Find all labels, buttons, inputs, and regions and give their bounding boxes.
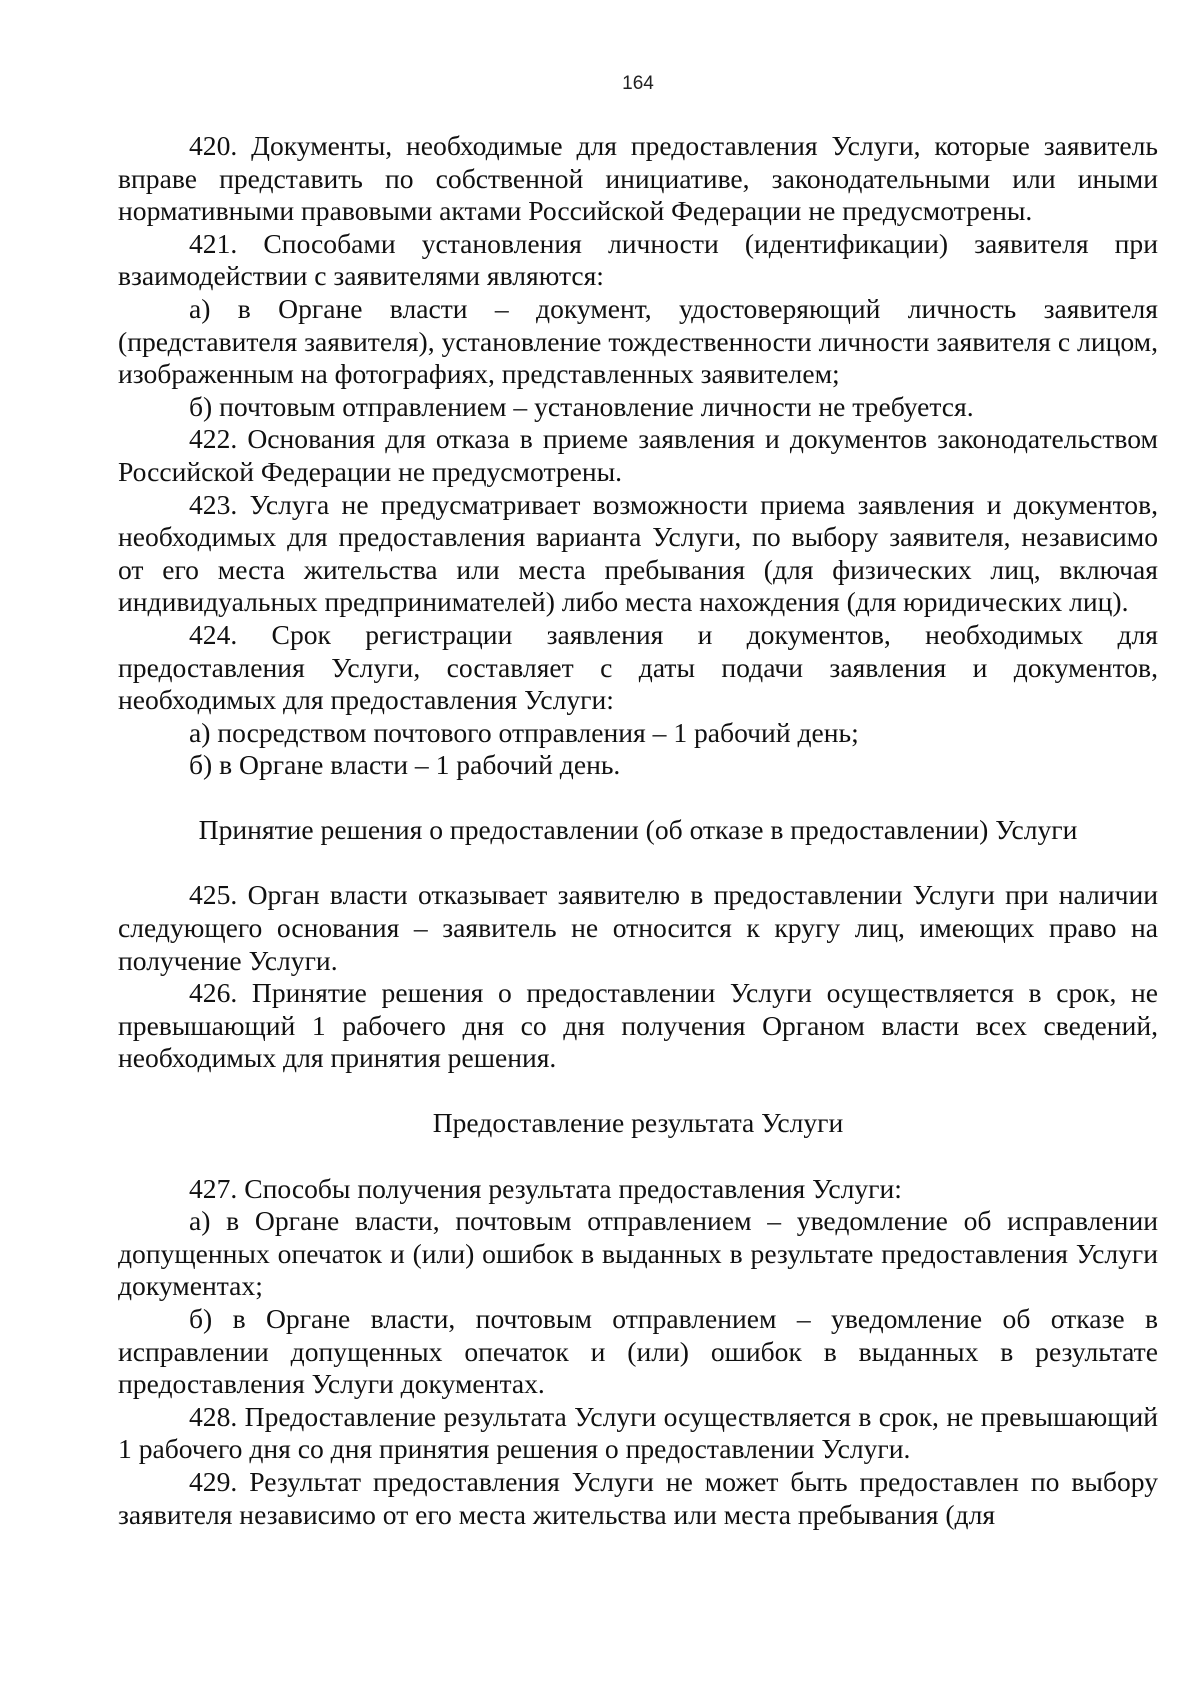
paragraph-421-b: б) почтовым отправлением – установление личности не требуется. [189, 390, 974, 422]
paragraph-423: 423. Услуга не предусматривает возможности приема заявления и документов, необходимых для предоставления варианта Услуги, по выбору заявителя, независимо от его места жительства или места пребывания (для физических лиц, включая индивидуальных предпринимателей) либо места нахождения (для юридических лиц). [118, 488, 1158, 618]
paragraph-424-b: б) в Органе власти – 1 рабочий день. [189, 749, 621, 781]
section-heading-result: Предоставление результата Услуги [432, 1107, 844, 1139]
paragraph-424: 424. Срок регистрации заявления и документов, необходимых для предоставления Услуги, составляет с даты подачи заявления и документов, необходимых для предоставления Услуги: [118, 618, 1158, 716]
paragraph-421-a: а) в Органе власти – документ, удостоверяющий личность заявителя (представителя заявителя), установление тождественности личности заявителя с лицом, изображенным на фотографиях, представленных заявителем; [118, 292, 1158, 390]
paragraph-427: 427. Способы получения результата предоставления Услуги: [189, 1172, 902, 1204]
paragraph-429: 429. Результат предоставления Услуги не может быть предоставлен по выбору заявителя независимо от его места жительства или места пребывания (для [118, 1465, 1158, 1530]
document-page [118, 0, 1158, 1697]
document-body [118, 130, 1158, 1531]
paragraph-425: 425. Орган власти отказывает заявителю в предоставлении Услуги при наличии следующего основания – заявитель не относится к кругу лиц, имеющих право на получение Услуги. [118, 879, 1158, 976]
paragraph-420: 420. Документы, необходимые для предоставления Услуги, которые заявитель вправе представить по собственной инициативе, законодательными или иными нормативными правовыми актами Российской Федерации не предусмотрены. [118, 130, 1158, 227]
paragraph-424-a: а) посредством почтового отправления – 1 рабочий день; [189, 716, 859, 748]
paragraph-427-a: а) в Органе власти, почтовым отправлением – уведомление об исправлении допущенных опечаток и (или) ошибок в выданных в результате предоставления Услуги документах; [118, 1205, 1158, 1302]
page-number: 164 [622, 73, 654, 94]
section-heading-decision: Принятие решения о предоставлении (об отказе в предоставлении) Услуги [198, 813, 1078, 845]
paragraph-422: 422. Основания для отказа в приеме заявления и документов законодательством Российской Федерации не предусмотрены. [118, 423, 1158, 487]
paragraph-427-b: б) в Органе власти, почтовым отправлением – уведомление об отказе в исправлении допущенных опечаток и (или) ошибок в выданных в результате предоставления Услуги документах. [118, 1303, 1158, 1400]
paragraph-426: 426. Принятие решения о предоставлении Услуги осуществляется в срок, не превышающий 1 рабочего дня со дня получения Органом власти всех сведений, необходимых для принятия решения. [118, 977, 1158, 1074]
paragraph-421: 421. Способами установления личности (идентификации) заявителя при взаимодействии с заявителями являются: [118, 227, 1158, 292]
paragraph-428: 428. Предоставление результата Услуги осуществляется в срок, не превышающий 1 рабочего дня со дня принятия решения о предоставлении Услуги. [118, 1400, 1158, 1465]
